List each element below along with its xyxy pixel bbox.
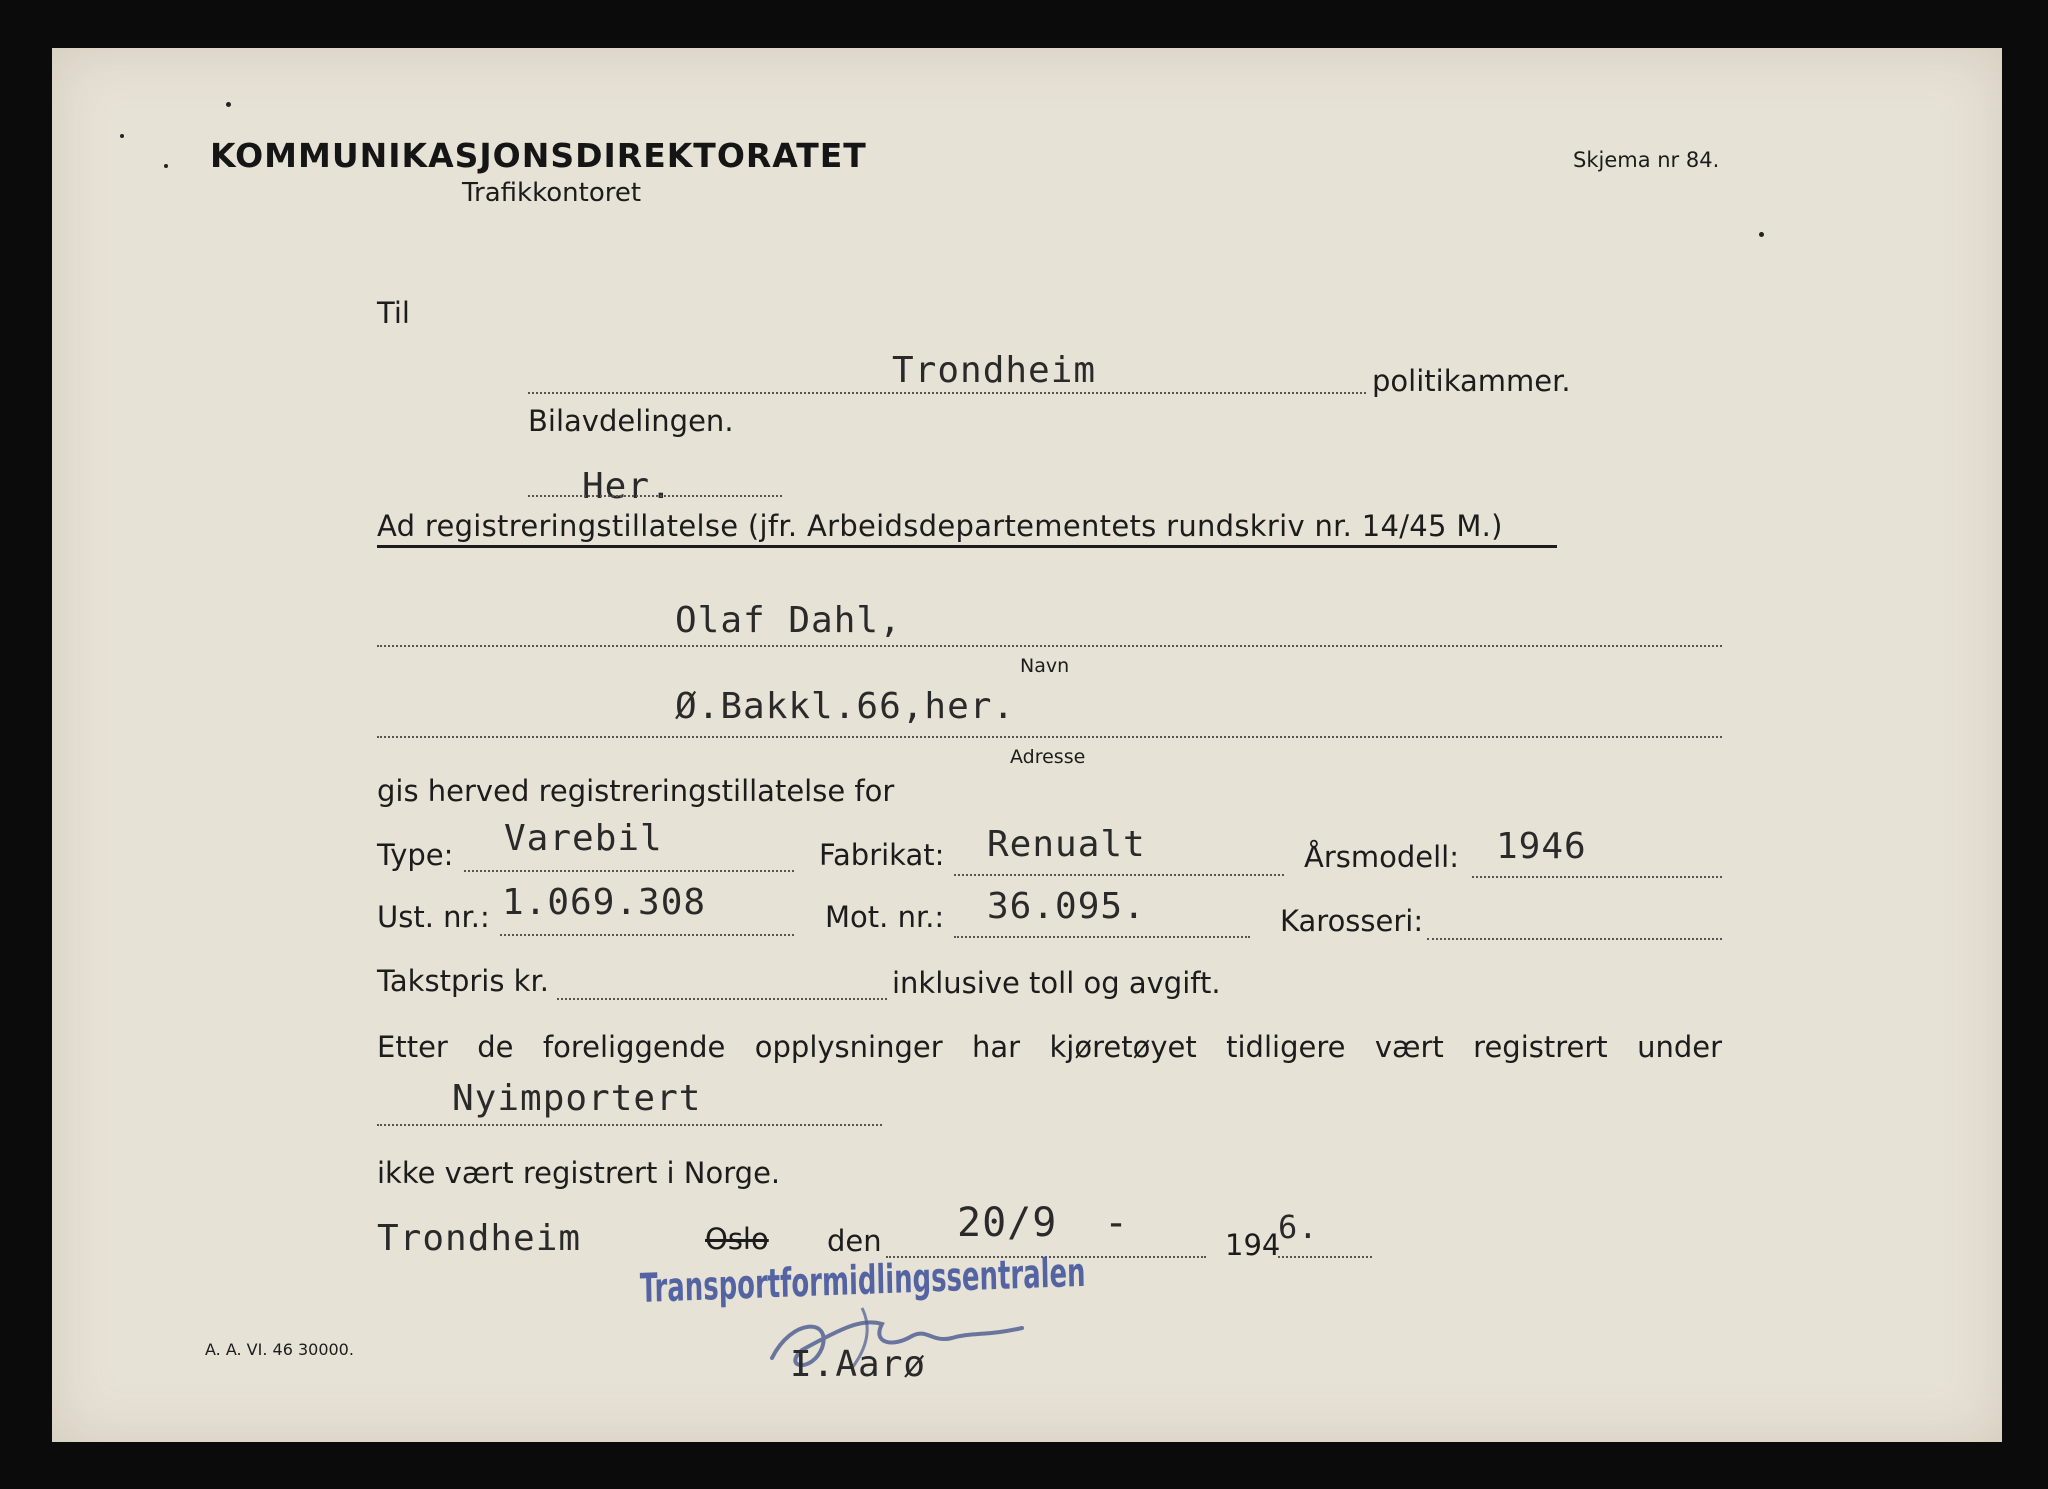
form-number: Skjema nr 84. [1573, 148, 1720, 172]
year-label: Årsmodell: [1304, 840, 1459, 874]
year-suffix: 6. [1278, 1208, 1319, 1246]
applicant-address-value: Ø.Bakkl.66,her. [675, 686, 1016, 727]
ust-label: Ust. nr.: [377, 900, 490, 934]
type-label: Type: [377, 838, 454, 872]
paper-speck [120, 134, 124, 138]
history-value: Nyimportert [452, 1078, 702, 1119]
place-printed-struck: Oslo [705, 1222, 769, 1256]
paper-speck [1759, 232, 1764, 237]
not-registered-text: ikke vært registrert i Norge. [377, 1156, 781, 1190]
make-line [954, 874, 1284, 876]
grant-text: gis herved registreringstillatelse for [377, 774, 895, 808]
org-title: KOMMUNIKASJONSDIREKTORATET [210, 136, 867, 175]
police-suffix: politikammer. [1372, 364, 1571, 398]
body-line [1427, 938, 1722, 940]
make-label: Fabrikat: [819, 838, 945, 872]
mot-line [954, 936, 1250, 938]
dept-name: Trafikkontoret [462, 178, 642, 208]
police-city-value: Trondheim [892, 350, 1097, 391]
price-label: Takstpris kr. [377, 964, 549, 998]
document-page [52, 48, 2002, 1442]
division-label: Bilavdelingen. [528, 404, 734, 438]
subject-line: Ad registreringstillatelse (jfr. Arbeidsdepartementets rundskriv nr. 14/45 M.) [377, 509, 1557, 548]
ust-value: 1.069.308 [502, 882, 707, 923]
history-line [377, 1124, 882, 1126]
date-value: 20/9 [957, 1200, 1058, 1246]
paper-speck [164, 164, 168, 168]
stamp-text: Transportformidlingssentralen [639, 1249, 1086, 1312]
name-label: Navn [1020, 655, 1070, 677]
year-line [1472, 876, 1722, 878]
place-typed: Trondheim [377, 1218, 582, 1259]
price-suffix: inklusive toll og avgift. [892, 966, 1221, 1000]
footer-code: A. A. VI. 46 30000. [205, 1340, 354, 1359]
name-line [377, 645, 1722, 647]
signer-name: I.Aarø [790, 1344, 927, 1385]
date-dash: - [1104, 1200, 1130, 1246]
year-value: 1946 [1496, 826, 1587, 867]
year-prefix: 194 [1225, 1228, 1281, 1262]
applicant-name-value: Olaf Dahl, [675, 600, 902, 641]
address-label: Adresse [1010, 746, 1086, 768]
to-label: Til [377, 296, 410, 330]
den-label: den [827, 1224, 882, 1258]
mot-label: Mot. nr.: [825, 900, 945, 934]
here-line [528, 495, 782, 497]
year-line [1278, 1256, 1372, 1258]
type-value: Varebil [504, 818, 663, 859]
body-label: Karosseri: [1280, 904, 1424, 938]
make-value: Renualt [987, 824, 1146, 865]
ust-line [500, 934, 794, 936]
mot-value: 36.095. [987, 886, 1146, 927]
history-text: Etter de foreliggende opplysninger har kjøretøyet tidligere vært registrert under [377, 1030, 1722, 1064]
type-line [464, 870, 794, 872]
here-value: Her. [582, 466, 673, 507]
price-line [557, 998, 887, 1000]
police-city-line [528, 392, 1366, 394]
address-line [377, 736, 1722, 738]
paper-speck [226, 102, 231, 107]
